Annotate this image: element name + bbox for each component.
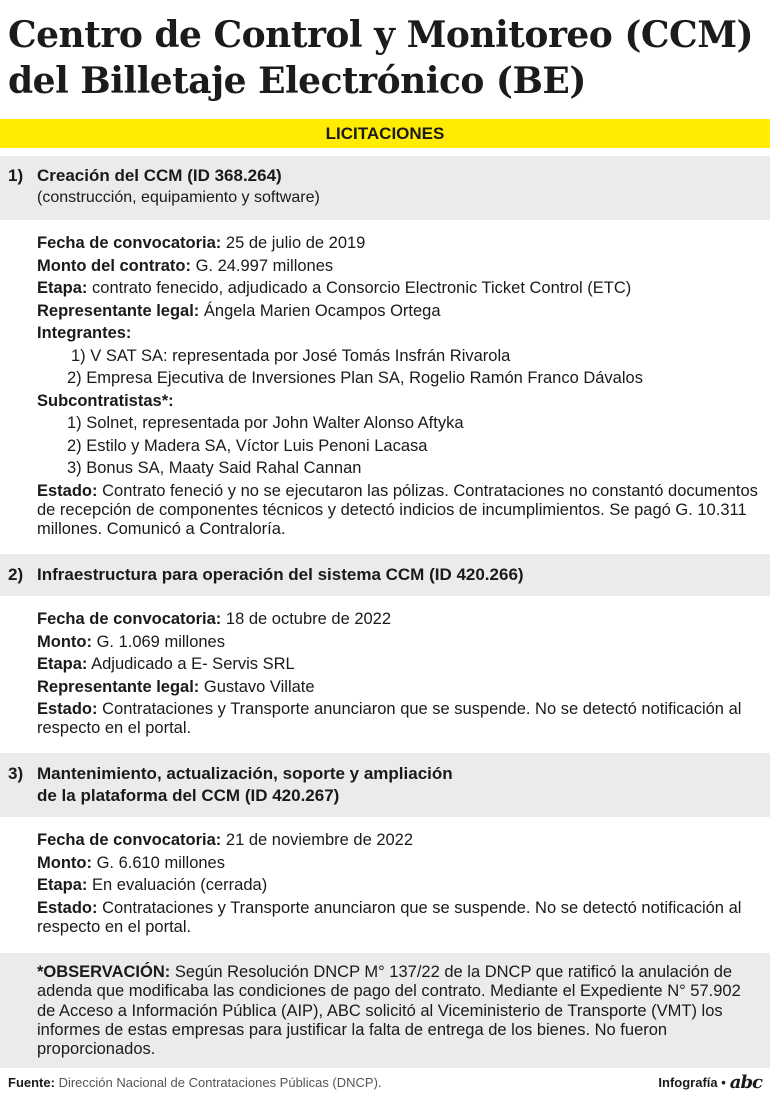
representante-row: Representante legal: Gustavo Villate (37, 677, 315, 696)
section-2-title: Infraestructura para operación del sistema CCM (ID 420.266) (37, 565, 524, 584)
fecha-row: Fecha de convocatoria: 25 de julio de 2019 (37, 234, 366, 252)
monto-row: Monto: G. 6.610 millones (37, 853, 225, 872)
section-1-number: 1) (8, 166, 24, 185)
estado-row: Estado: Contrataciones y Transporte anunciaron que se suspende. No se detectó notificación al respecto en el portal. (37, 898, 742, 936)
credit-text: Infografía • (658, 1075, 726, 1090)
etapa-row: Etapa: Adjudicado a E- Servis SRL (37, 655, 295, 673)
section-3-number: 3) (8, 764, 24, 783)
section-1-subtitle: (construcción, equipamiento y software) (37, 189, 320, 206)
section-3-header (0, 753, 770, 817)
section-2-number: 2) (8, 565, 24, 584)
monto-row: Monto: G. 1.069 millones (37, 632, 225, 651)
section-3-body (37, 829, 762, 937)
footer (8, 1072, 762, 1094)
estado-row: Estado: Contrataciones y Transporte anunciaron que se suspende. No se detectó notificación al respecto en el portal. (37, 700, 742, 737)
title-line-1: Centro de Control y Monitoreo (CCM) (8, 14, 754, 56)
section-1-body (37, 232, 762, 539)
section-1-title: Creación del CCM (ID 368.264) (37, 166, 282, 185)
fecha-row: Fecha de convocatoria: 21 de noviembre de 2022 (37, 831, 414, 849)
credit (658, 1072, 762, 1094)
observacion-text: *OBSERVACIÓN: Según Resolución DNCP M° 137/22 de la DNCP que ratificó la anulación de adenda que modificaba las condiciones de pago del contrato. Mediante el Expediente N° 57.902 de Acceso a Información Pública (AIP), ABC solicitó al Viceministerio de Transporte (VMT) los informes de estas empresas para justificar la falta de entrega de los bienes. No fueron proporcionados. (37, 963, 741, 1059)
page-title (8, 12, 758, 104)
integrantes-label: Integrantes: (37, 324, 132, 342)
subcontratista-item: 1) Solnet, representada por John Walter Alonso Aftyka (67, 414, 464, 432)
etapa-row: Etapa: contrato fenecido, adjudicado a Consorcio Electronic Ticket Control (ETC) (37, 279, 632, 297)
observacion-block (0, 953, 770, 1068)
subcontratista-item: 2) Estilo y Madera SA, Víctor Luis Penoni Lacasa (67, 436, 428, 455)
estado-row: Estado: Contrato feneció y no se ejecutaron las pólizas. Contrataciones no constantó documentos de recepción de componentes técnicos y detectó indicios de incumplimientos. Se pagó G. 10.311 millones. Comunicó a Contraloría. (37, 481, 758, 538)
integrante-item: 2) Empresa Ejecutiva de Inversiones Plan SA, Rogelio Ramón Franco Dávalos (67, 369, 643, 387)
title-line-2: del Billetaje Electrónico (BE) (8, 60, 586, 102)
subcontratista-item: 3) Bonus SA, Maaty Said Rahal Cannan (67, 459, 362, 477)
etapa-row: Etapa: En evaluación (cerrada) (37, 876, 268, 894)
section-3-title-line-1: Mantenimiento, actualización, soporte y ampliación (37, 764, 453, 783)
section-2-header (0, 554, 770, 596)
section-2-body (37, 608, 762, 738)
section-1-header (0, 156, 770, 220)
source-label: Fuente: (8, 1075, 55, 1090)
subcontratistas-label: Subcontratistas*: (37, 391, 174, 410)
abc-logo: abc (729, 1072, 762, 1093)
monto-row: Monto del contrato: G. 24.997 millones (37, 256, 334, 275)
integrante-item: 1) V SAT SA: representada por José Tomás Insfrán Rivarola (71, 346, 511, 365)
section-3-title-line-2: de la plataforma del CCM (ID 420.267) (37, 786, 340, 805)
licitaciones-banner: LICITACIONES (0, 119, 770, 148)
source-text: Dirección Nacional de Contrataciones Públicas (DNCP). (54, 1075, 382, 1090)
representante-row: Representante legal: Ángela Marien Ocampos Ortega (37, 301, 441, 320)
fecha-row: Fecha de convocatoria: 18 de octubre de 2022 (37, 610, 392, 628)
